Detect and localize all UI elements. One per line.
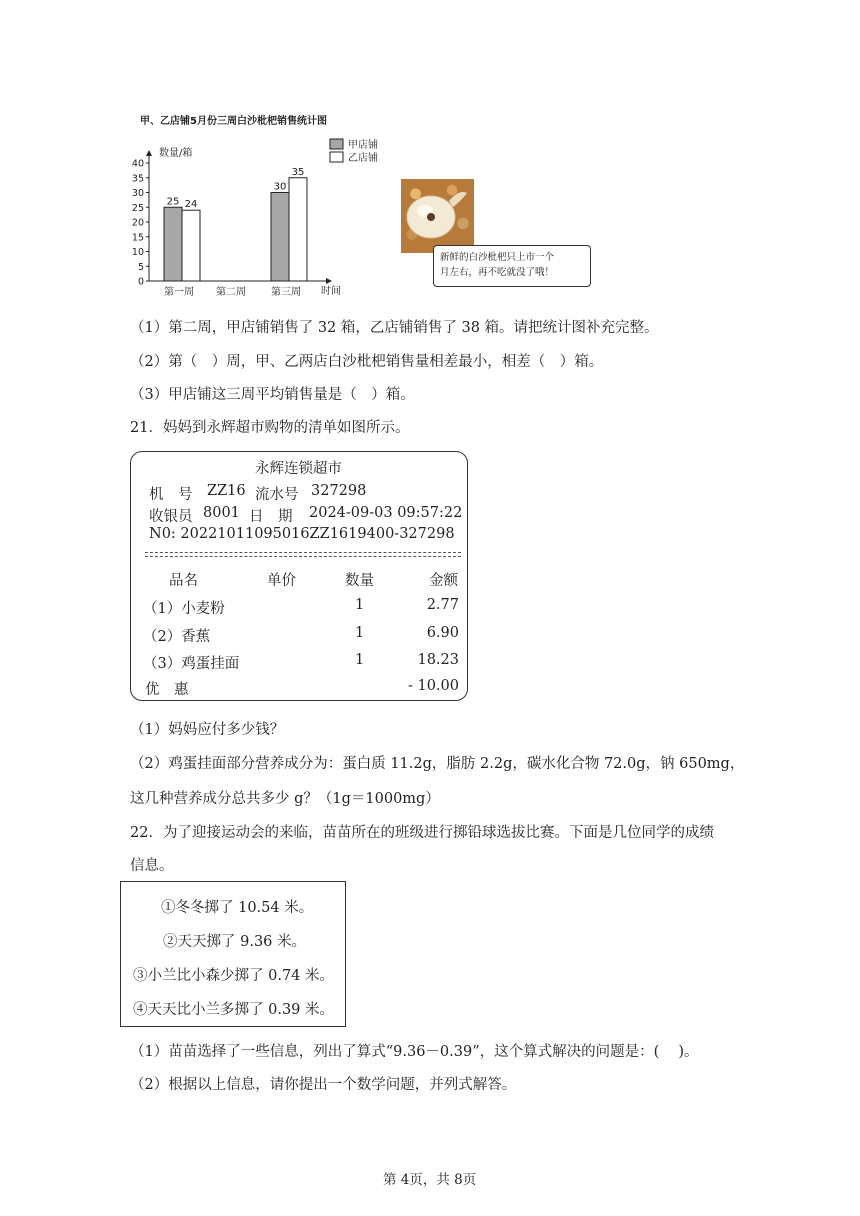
receipt-item-amount: 18.23 [417,652,459,668]
receipt [130,451,468,701]
receipt-item-name: （2）香蕉 [143,629,211,645]
receipt-header-name: 品名 [169,573,198,589]
q21-part1: （1）妈妈应付多少钱？ [130,722,285,738]
q22-part2: （2）根据以上信息，请你提出一个数学问题，并列式解答。 [130,1077,517,1093]
receipt-date-label: 日 期 [249,509,293,525]
legend-swatch [330,139,343,149]
receipt-cashier: 8001 [203,505,240,521]
q20-part1: （1）第二周，甲店铺销售了 32 箱，乙店铺销售了 38 箱。请把统计图补充完整。 [130,320,659,336]
speech-bubble [433,245,591,287]
info-item: ②天天掷了 9.36 米。 [163,934,307,950]
y-tick-label: 35 [131,173,144,185]
receipt-serial: 327298 [311,483,367,499]
receipt-date: 2024-09-03 09:57:22 [309,505,463,521]
y-axis-label: 数量/箱 [159,148,193,159]
receipt-item-amount: 2.77 [426,597,459,613]
q21-part2-line2: 这几种营养成分总共多少 g？（1g＝1000mg） [130,791,440,807]
page-footer: 第 4页，共 8页 [383,1172,477,1188]
x-tick-label: 第三周 [271,287,301,298]
receipt-discount-label: 优 惠 [145,682,189,698]
bubble-line-2: 月左右，再不吃就没了哦！ [440,267,555,278]
loquat-photo [401,179,474,253]
receipt-item-qty: 1 [355,652,365,668]
receipt-divider [145,552,461,553]
y-tick-label: 15 [131,232,144,244]
receipt-item-amount: 6.90 [426,625,459,641]
receipt-no: N0: 20221011095016ZZ1619400-327298 [149,526,455,542]
q20-part2: （2）第（ ）周，甲、乙两店白沙枇杷销售量相差最小，相差（ ）箱。 [130,354,604,370]
y-tick-label: 25 [131,202,144,214]
bubble-line-1: 新鲜的白沙枇杷只上市一个 [440,252,555,263]
legend-label: 甲店铺 [348,140,378,151]
y-axis-arrow [146,150,152,156]
info-item: ④天天比小兰多掷了 0.39 米。 [133,1002,335,1018]
receipt-machine-label: 机 号 [149,487,193,503]
info-box [120,881,346,1027]
receipt-discount: - 10.00 [407,678,459,694]
x-tick-label: 第二周 [216,287,246,298]
receipt-store: 永辉连锁超市 [255,461,342,477]
y-tick-label: 10 [131,247,144,258]
legend-label: 乙店铺 [348,153,378,164]
legend-swatch [330,152,343,162]
bar [271,193,289,282]
bar-data-label: 30 [273,181,287,193]
loquat-icon [401,179,474,253]
receipt-cashier-label: 收银员 [149,509,193,525]
bar-chart [0,0,860,310]
q20-part3: （3）甲店铺这三周平均销售量是（ ）箱。 [130,387,415,403]
y-tick-label: 0 [137,276,144,288]
bar-data-label: 24 [184,199,198,211]
receipt-item-name: （1）小麦粉 [143,601,225,617]
q21-part2-line1: （2）鸡蛋挂面部分营养成分为：蛋白质 11.2g，脂肪 2.2g，碳水化合物 72.0g，钠 650mg， [130,756,745,772]
chart-title: 甲、乙店铺5月份三周白沙枇杷销售统计图 [140,116,327,127]
bar [182,210,200,281]
bar-data-label: 25 [166,196,180,208]
bar [289,178,307,281]
info-item: ③小兰比小森少掷了 0.74 米。 [133,968,335,984]
receipt-machine: ZZ16 [207,483,246,499]
receipt-header-qty: 数量 [345,573,374,589]
receipt-item-qty: 1 [355,625,365,641]
y-tick-label: 30 [131,188,144,199]
q22-stem-line1: 22．为了迎接运动会的来临，苗苗所在的班级进行掷铅球选拔比赛。下面是几位同学的成绩 [130,825,714,841]
y-tick-label: 40 [131,158,144,170]
receipt-item-name: （3）鸡蛋挂面 [143,656,240,672]
q22-part1: （1）苗苗选择了一些信息，列出了算式“9.36－0.39”，这个算式解决的问题是：( )。 [130,1044,699,1060]
bar [164,207,182,281]
x-axis-arrow [326,278,332,284]
receipt-header-price: 单价 [267,573,296,589]
y-tick-label: 20 [131,217,144,229]
bar-data-label: 35 [291,166,305,178]
receipt-header-amount: 金额 [429,573,458,589]
receipt-divider [145,556,461,557]
q21-stem: 21．妈妈到永辉超市购物的清单如图所示。 [130,420,410,436]
x-axis-label: 时间 [321,286,341,297]
receipt-item-qty: 1 [355,597,365,613]
receipt-serial-label: 流水号 [255,487,299,503]
q22-stem-line2: 信息。 [130,858,174,874]
info-item: ①冬冬掷了 10.54 米。 [161,900,314,916]
x-tick-label: 第一周 [164,287,194,298]
y-tick-label: 5 [137,261,144,273]
